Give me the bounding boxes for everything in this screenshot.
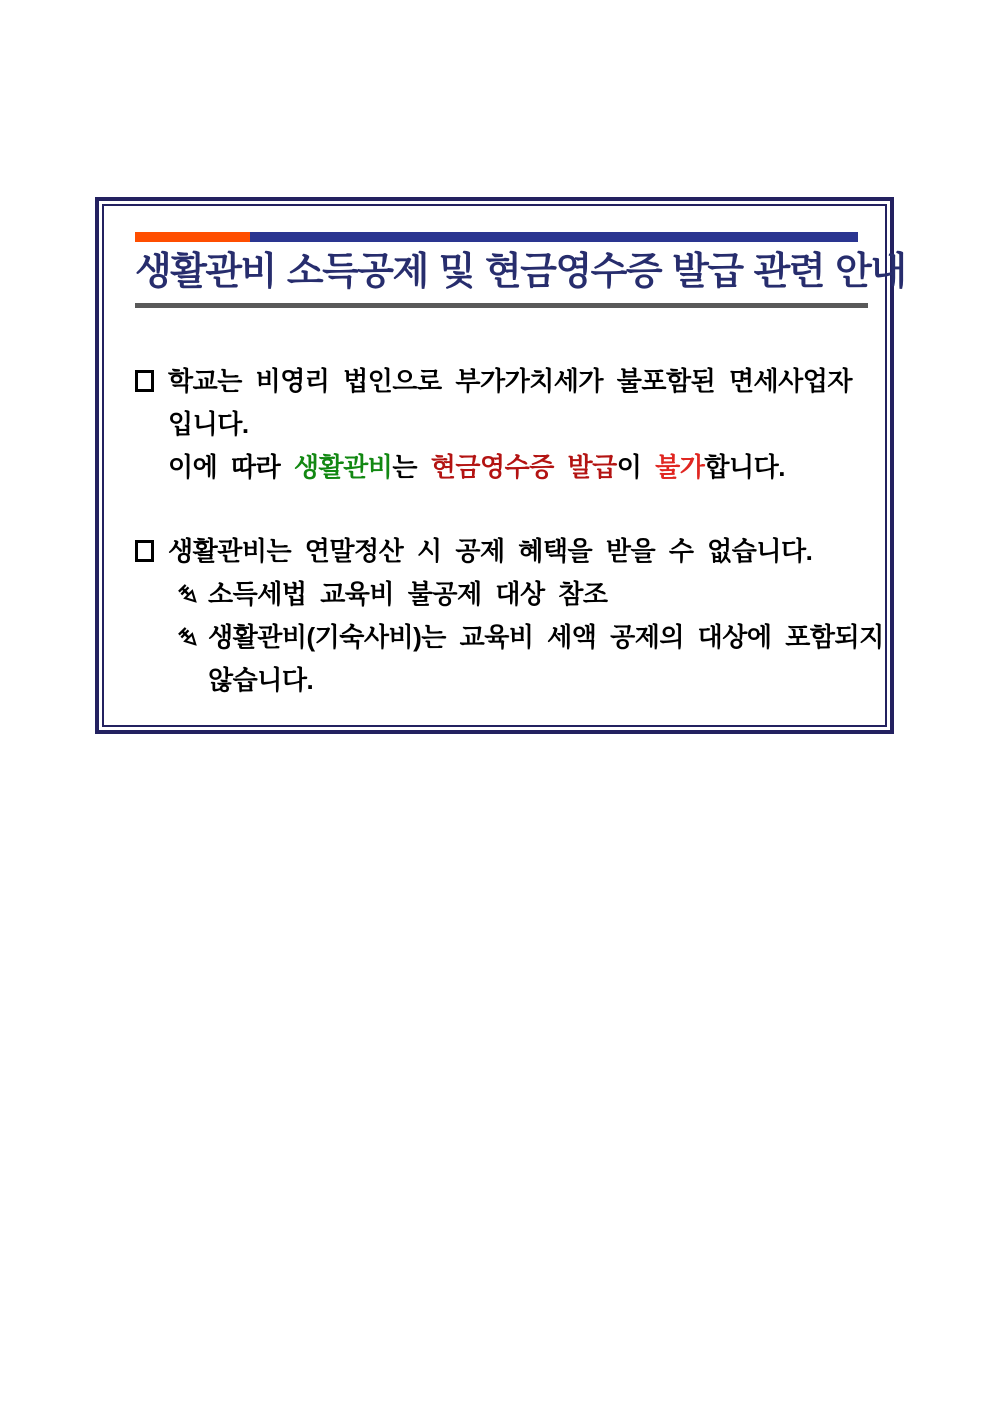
para2-sub2-line1-text: 생활관비(기숙사비)는 교육비 세액 공제의 대상에 포함되지 (208, 622, 884, 652)
para1-line2: 입니다. (168, 409, 249, 439)
para2-sub2-line2: 않습니다. (208, 665, 314, 695)
para2-sub1-text: 소득세법 교육비 불공제 대상 참조 (208, 579, 608, 609)
feathered-arrow-se-icon (177, 624, 200, 651)
accent-bar-blue (250, 232, 858, 242)
title-accent-bar (135, 232, 858, 242)
para1-line3-seg6: 합니다. (704, 452, 785, 482)
notice-content (104, 206, 906, 702)
paragraph-tax-exempt (135, 360, 869, 489)
hollow-square-icon (135, 540, 154, 562)
notice-box-inner-border (102, 204, 906, 727)
para1-line3-seg2: 는 (392, 452, 431, 482)
para1-line3-seg4: 이 (616, 452, 656, 482)
para2-sub1 (135, 573, 869, 616)
accent-bar-orange (135, 232, 250, 242)
para2-line1: 생활관비는 연말정산 시 공제 혜택을 받을 수 없습니다. (168, 536, 813, 566)
para2-sub2-line1 (135, 616, 884, 659)
para1-line3-seg5-red: 불가 (655, 452, 705, 482)
paragraph-no-deduction (135, 530, 884, 702)
para1-line3 (135, 446, 869, 489)
para1-line3-seg3-red: 현금영수증 발급 (430, 452, 617, 482)
feathered-arrow-se-icon (177, 581, 200, 608)
notice-box (95, 197, 906, 734)
para1-line3-seg1-green: 생활관비 (293, 452, 393, 482)
para1-line3-seg0: 이에 따라 (168, 452, 294, 482)
hollow-square-icon (135, 370, 154, 392)
para1-line1: 학교는 비영리 법인으로 부가가치세가 불포함된 면세사업자 (168, 366, 853, 396)
title-divider (135, 303, 868, 308)
page-title: 생활관비 소득공제 및 현금영수증 발급 관련 안내 (135, 251, 906, 293)
